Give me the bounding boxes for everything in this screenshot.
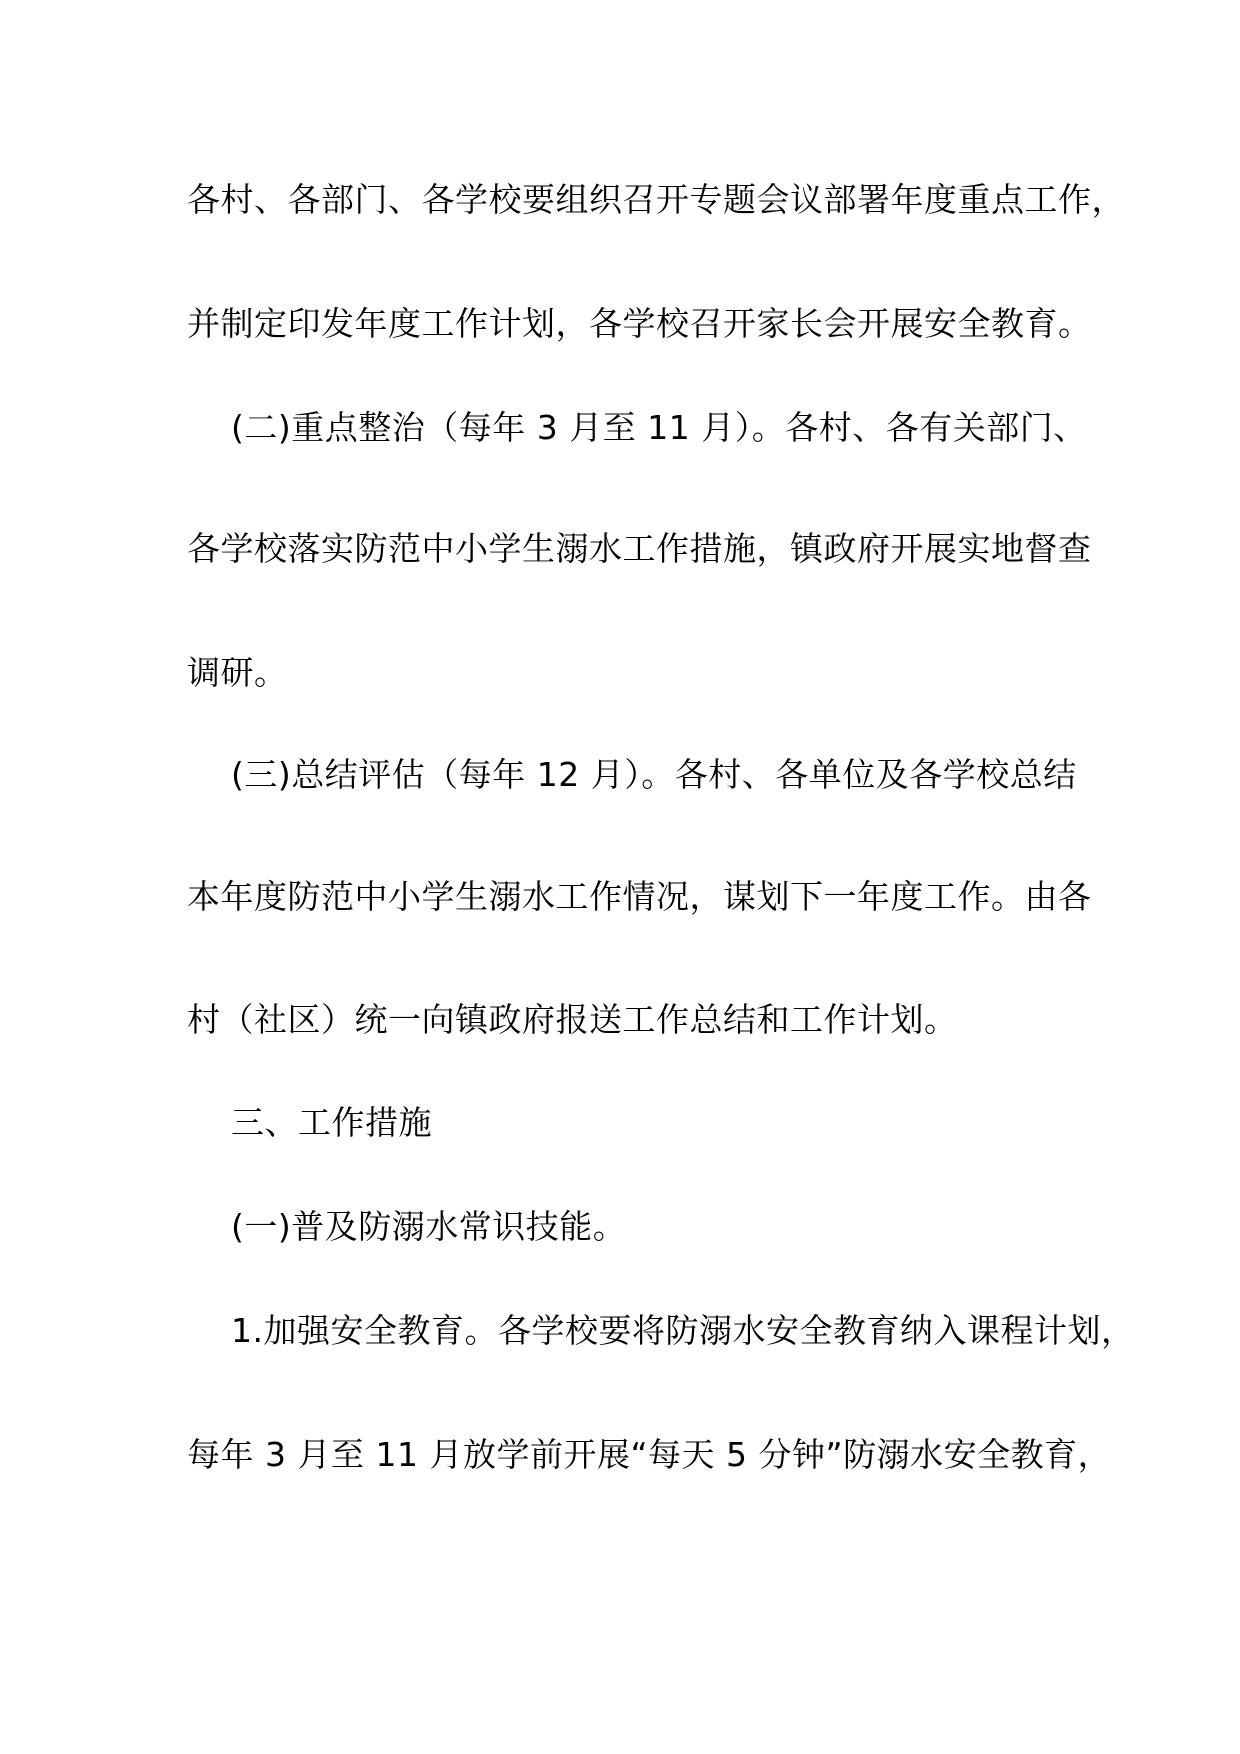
body-text-line: 村（社区）统一向镇政府报送工作总结和工作计划。 xyxy=(187,1000,958,1039)
body-text-line: 1.加强安全教育。各学校要将防溺水安全教育纳入课程计划， xyxy=(231,1311,1135,1350)
body-text-line: 每年 3 月至 11 月放学前开展“每天 5 分钟”防溺水安全教育， xyxy=(187,1435,1112,1474)
subsection-heading: (一)普及防溺水常识技能。 xyxy=(231,1207,627,1246)
section-heading: 三、工作措施 xyxy=(231,1103,432,1142)
body-text-line: 并制定印发年度工作计划，各学校召开家长会开展安全教育。 xyxy=(187,304,1092,343)
body-text-line: 各村、各部门、各学校要组织召开专题会议部署年度重点工作， xyxy=(187,180,1125,219)
section-heading: (二)重点整治（每年 3 月至 11 月）。各村、各有关部门、 xyxy=(231,408,1087,447)
section-heading: (三)总结评估（每年 12 月）。各村、各单位及各学校总结 xyxy=(231,755,1077,794)
body-text-line: 本年度防范中小学生溺水工作情况，谋划下一年度工作。由各 xyxy=(187,877,1092,916)
body-text-line: 调研。 xyxy=(187,653,288,692)
body-text-line: 各学校落实防范中小学生溺水工作措施，镇政府开展实地督查 xyxy=(187,529,1092,568)
